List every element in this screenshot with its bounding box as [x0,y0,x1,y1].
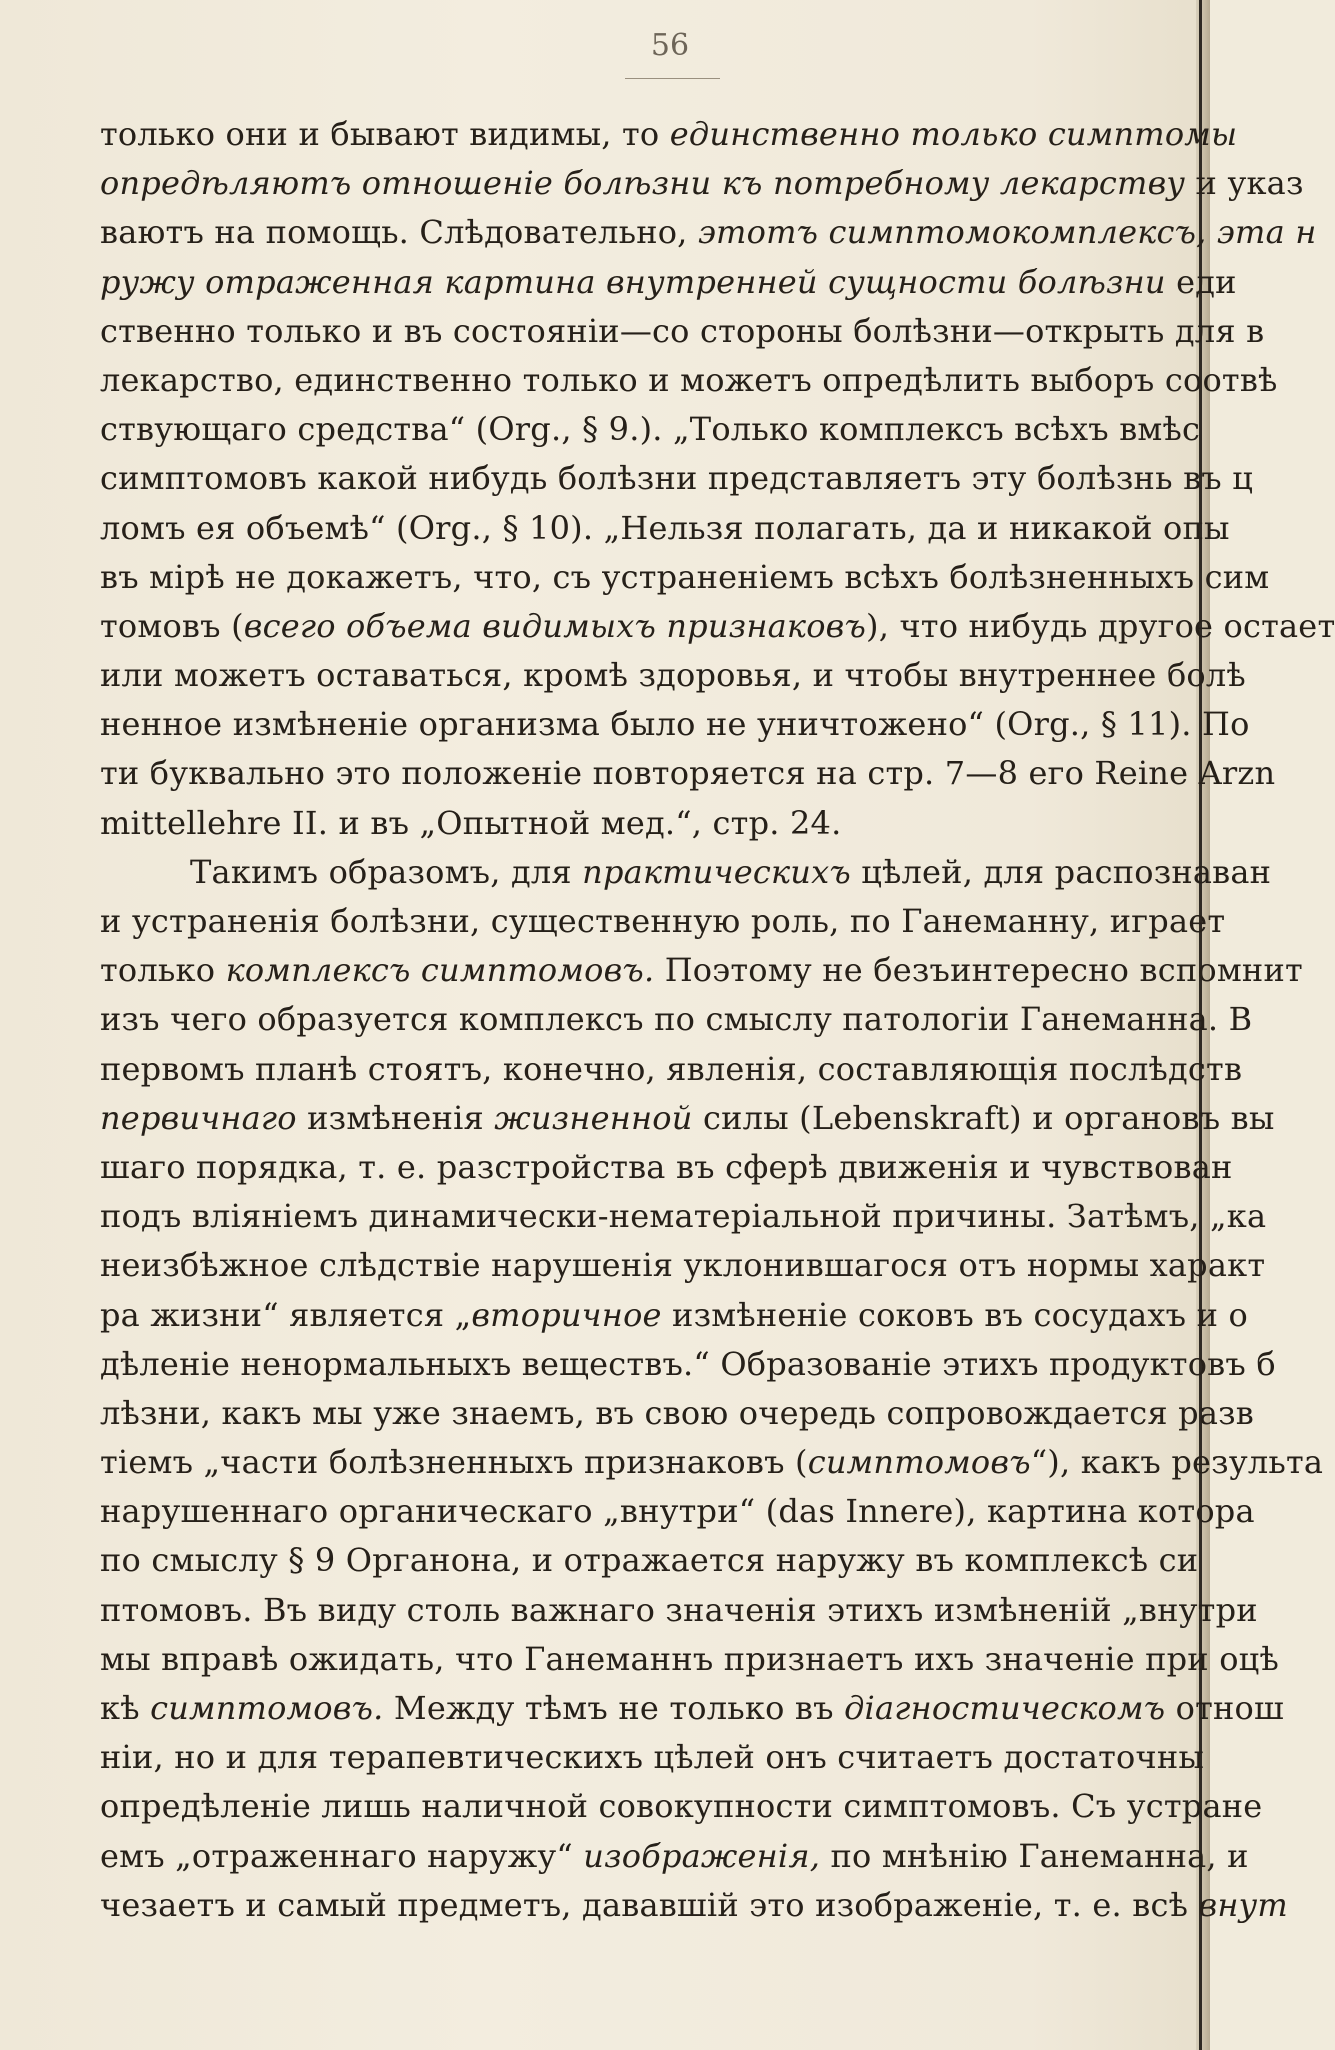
text-segment: цѣлей, для распознаван [850,852,1272,891]
text-segment: тіемъ „части болѣзненныхъ признаковъ ( [100,1443,808,1482]
text-line [100,553,1270,602]
paragraph [100,848,1324,1930]
text-line [100,307,1265,356]
text-segment: птомовъ. Въ виду столь важнаго значенія этихъ измѣненій „внутри [100,1590,1258,1629]
text-line [100,848,1272,897]
text-segment: только [100,951,226,990]
text-line [100,602,1335,651]
text-line [100,208,1317,257]
text-segment: по мнѣнію Ганеманна, и [820,1836,1249,1875]
text-line [100,1143,1233,1192]
text-segment: по смыслу § 9 Органона, и отражается наружу въ комплексѣ си [100,1541,1199,1580]
text-segment: шаго порядка, т. е. разстройства въ сферѣ движенія и чувствован [100,1147,1233,1186]
text-segment: первомъ планѣ стоятъ, конечно, явленія, составляющія послѣдств [100,1049,1243,1088]
text-segment: Поэтому не безъинтересно вспомнит [654,951,1303,990]
text-line [100,1487,1255,1536]
text-line [100,1586,1258,1635]
text-segment: ствующаго средства“ (Org., § 9.). „Только комплексъ всѣхъ вмѣс [100,410,1201,449]
text-segment: дѣленіе ненормальныхъ веществъ.“ Образованіе этихъ продуктовъ б [100,1344,1276,1383]
italic-text: жизненной [494,1098,693,1137]
italic-text: симптомовъ [807,1443,1031,1482]
text-line [100,504,1230,553]
text-line [100,1094,1275,1143]
text-segment: лекарство, единственно только и можетъ опредѣлить выборъ соотвѣ [100,360,1278,399]
text-line [100,159,1304,208]
body-text [100,110,1335,1930]
text-segment: ственно только и въ состояніи—со стороны болѣзни—открыть для в [100,311,1265,350]
text-line [100,749,1276,798]
text-segment: лѣзни, какъ мы уже знаемъ, въ свою очередь сопровождается разв [100,1393,1254,1432]
text-line [100,946,1303,995]
text-segment: ), что нибудь другое остает [866,606,1335,645]
text-segment: изъ чего образуется комплексъ по смыслу патологіи Ганеманна. В [100,1000,1253,1039]
text-line [100,1389,1254,1438]
text-line [100,1340,1276,1389]
text-segment: нарушеннаго органическаго „внутри“ (das Innere), картина котора [100,1492,1255,1531]
text-segment: мы вправѣ ожидать, что Ганеманнъ признаетъ ихъ значеніе при оцѣ [100,1639,1279,1678]
text-line [100,1536,1199,1585]
text-segment: Между тѣмъ не только въ [383,1689,845,1727]
italic-text: единственно только симптомы [669,115,1238,153]
text-line [100,258,1237,307]
text-segment: силы (Lebenskraft) и органовъ вы [692,1098,1275,1137]
text-segment: томовъ ( [100,606,244,645]
text-segment: симптомовъ какой нибудь болѣзни представляетъ эту болѣзнь въ ц [100,459,1254,498]
text-line [100,897,1226,946]
text-segment: “), какъ результа [1030,1443,1324,1482]
italic-text: опредѣляютъ отношеніе болѣзни къ потребному лекарству [100,164,1186,203]
text-segment: еди [1165,262,1237,301]
italic-text: ружу отраженная картина внутренней сущности болѣзни [100,262,1166,301]
text-segment: ненное измѣненіе организма было не уничтожено“ (Org., § 11). По [100,705,1250,744]
italic-text: практическихъ [582,852,851,891]
text-line [100,1782,1263,1831]
text-line [100,454,1254,503]
text-segment: ваютъ на помощь. Слѣдовательно, [100,213,698,252]
italic-text: комплексъ симптомовъ. [225,951,655,990]
text-segment: ніи, но и для терапевтическихъ цѣлей онъ считаетъ достаточны [100,1738,1205,1777]
text-line [100,1733,1205,1782]
italic-text: этотъ симптомокомплексъ, эта н [697,213,1317,252]
text-line [100,405,1201,454]
page-number-rule [625,78,720,79]
text-line [100,356,1278,405]
text-line [100,995,1253,1044]
text-segment: и указ [1185,164,1304,203]
italic-text: симптомовъ. [150,1689,384,1727]
text-segment: измѣненіе соковъ въ сосудахъ и о [661,1295,1248,1334]
text-line [100,1438,1324,1487]
italic-text: изображенія, [583,1836,821,1875]
text-line [100,651,1246,700]
text-line [100,700,1250,749]
text-segment: Такимъ образомъ, для [190,852,583,891]
text-line [100,799,1196,848]
text-line [100,1832,1249,1881]
text-segment: чезаетъ и самый предметъ, дававшій это изображеніе, т. е. всѣ [100,1885,1199,1924]
text-segment: кѣ [100,1689,151,1727]
paragraph [100,110,1335,848]
text-line [100,1684,1284,1733]
text-segment: емъ „отраженнаго наружу“ [100,1836,584,1875]
text-line [100,1291,1248,1340]
text-line [100,1045,1243,1094]
text-segment: въ мірѣ не докажетъ, что, съ устраненіемъ всѣхъ болѣзненныхъ сим [100,557,1270,596]
italic-text: всего объема видимыхъ признаковъ [243,606,867,645]
text-line [100,1635,1279,1684]
text-segment: и устраненія болѣзни, существенную роль, по Ганеманну, играет [100,902,1226,940]
italic-text: вторичное [471,1295,662,1334]
text-line [100,1192,1267,1241]
text-segment: подъ вліяніемъ динамически-нематеріальной причины. Затѣмъ, „ка [100,1197,1267,1236]
text-segment: mittellehre II. и въ „Опытной мед.“, стр. 24. [100,803,842,842]
text-segment: измѣненія [296,1098,495,1137]
page-number: 56 [650,28,690,63]
text-segment: неизбѣжное слѣдствіе нарушенія уклонившагося отъ нормы характ [100,1246,1266,1285]
italic-text: діагностическомъ [844,1689,1166,1727]
text-segment: или можетъ оставаться, кромѣ здоровья, и чтобы внутреннее болѣ [100,656,1246,695]
text-line [100,1241,1266,1290]
italic-text: внут [1198,1885,1288,1924]
italic-text: первичнаго [100,1098,297,1137]
text-segment: ра жизни“ является „ [100,1295,472,1334]
text-segment: ломъ ея объемѣ“ (Org., § 10). „Нельзя полагать, да и никакой опы [100,508,1230,547]
text-segment: только они и бывают видимы, то [100,115,670,153]
text-line [100,1881,1288,1930]
text-segment: опредѣленіе лишь наличной совокупности симптомовъ. Съ устране [100,1787,1263,1826]
text-line [100,110,1238,159]
text-segment: ти буквально это положеніе повторяется на стр. 7—8 его Reine Arzn [100,754,1276,793]
text-segment: отнош [1165,1689,1284,1727]
